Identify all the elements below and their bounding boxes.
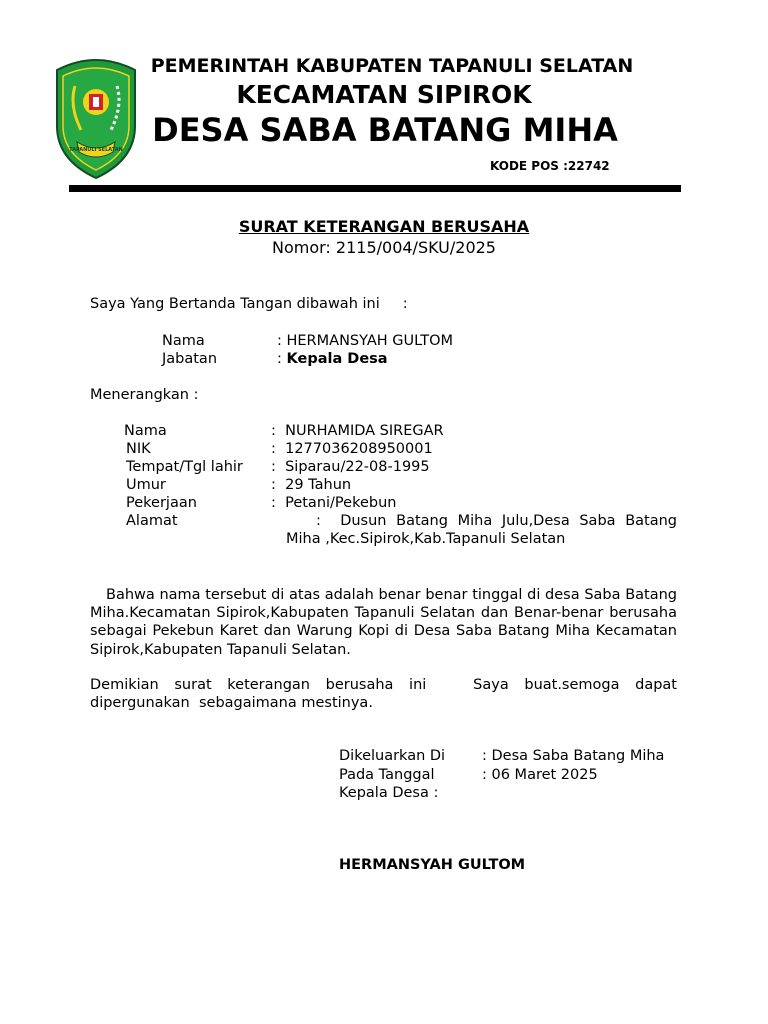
subject-nik-value: : 1277036208950001 [271,441,433,457]
subject-address-label: Alamat [126,513,178,529]
issued-place-value: : Desa Saba Batang Miha [482,748,665,764]
postal-code: KODE POS :22742 [490,159,610,173]
svg-text:TAPANULI SELATAN: TAPANULI SELATAN [69,147,123,153]
signer-position-label: Jabatan [162,351,218,367]
issued-date-value: : 06 Maret 2025 [482,767,598,783]
issued-date-label: Pada Tanggal [339,767,435,783]
subject-address-value-line2: Miha ,Kec.Sipirok,Kab.Tapanuli Selatan [286,531,566,547]
subject-name-label: Nama [124,423,167,439]
header-divider [69,185,681,192]
subject-nik-label: NIK [126,441,151,457]
statement-paragraph: Bahwa nama tersebut di atas adalah benar benar tinggal di desa Saba Batang Miha.Kecamatan Sipirok,Kabupaten Tapanuli Selatan dan Benar-benar berusaha sebagai Pekebun Karet dan Warung Kopi di Desa Saba Batang Miha Kecamatan Sipirok,Kabupaten Tapanuli Selatan. [90,587,677,658]
closing-paragraph: Demikian surat keterangan berusaha ini Saya buat.semoga dapat dipergunakan sebagaimana mestinya. [90,677,682,712]
letter-title: SURAT KETERANGAN BERUSAHA [238,217,530,236]
subject-address-value-line1: : Dusun Batang Miha Julu,Desa Saba Batang [316,513,677,529]
signer-position-value: : Kepala Desa [277,351,388,367]
issued-place-label: Dikeluarkan Di [339,748,446,764]
subject-birth-label: Tempat/Tgl lahir [126,459,243,475]
intro-text: Saya Yang Bertanda Tangan dibawah ini : [90,296,408,312]
subject-age-value: : 29 Tahun [271,477,352,493]
header-district: KECAMATAN SIPIROK [236,80,532,109]
menerangkan-label: Menerangkan : [90,387,199,403]
signature-name: HERMANSYAH GULTOM [339,857,526,873]
subject-job-label: Pekerjaan [126,495,197,511]
subject-job-value: : Petani/Pekebun [271,495,397,511]
subject-age-label: Umur [126,477,166,493]
letter-number: Nomor: 2115/004/SKU/2025 [272,238,496,257]
subject-name-value: : NURHAMIDA SIREGAR [271,423,444,439]
header-government: PEMERINTAH KABUPATEN TAPANULI SELATAN [150,55,634,77]
signature-role: Kepala Desa : [339,785,439,801]
signer-name-label: Nama [162,333,205,349]
subject-birth-value: : Siparau/22-08-1995 [271,459,430,475]
signer-name-value: : HERMANSYAH GULTOM [277,333,453,349]
header-village: DESA SABA BATANG MIHA [152,111,618,149]
